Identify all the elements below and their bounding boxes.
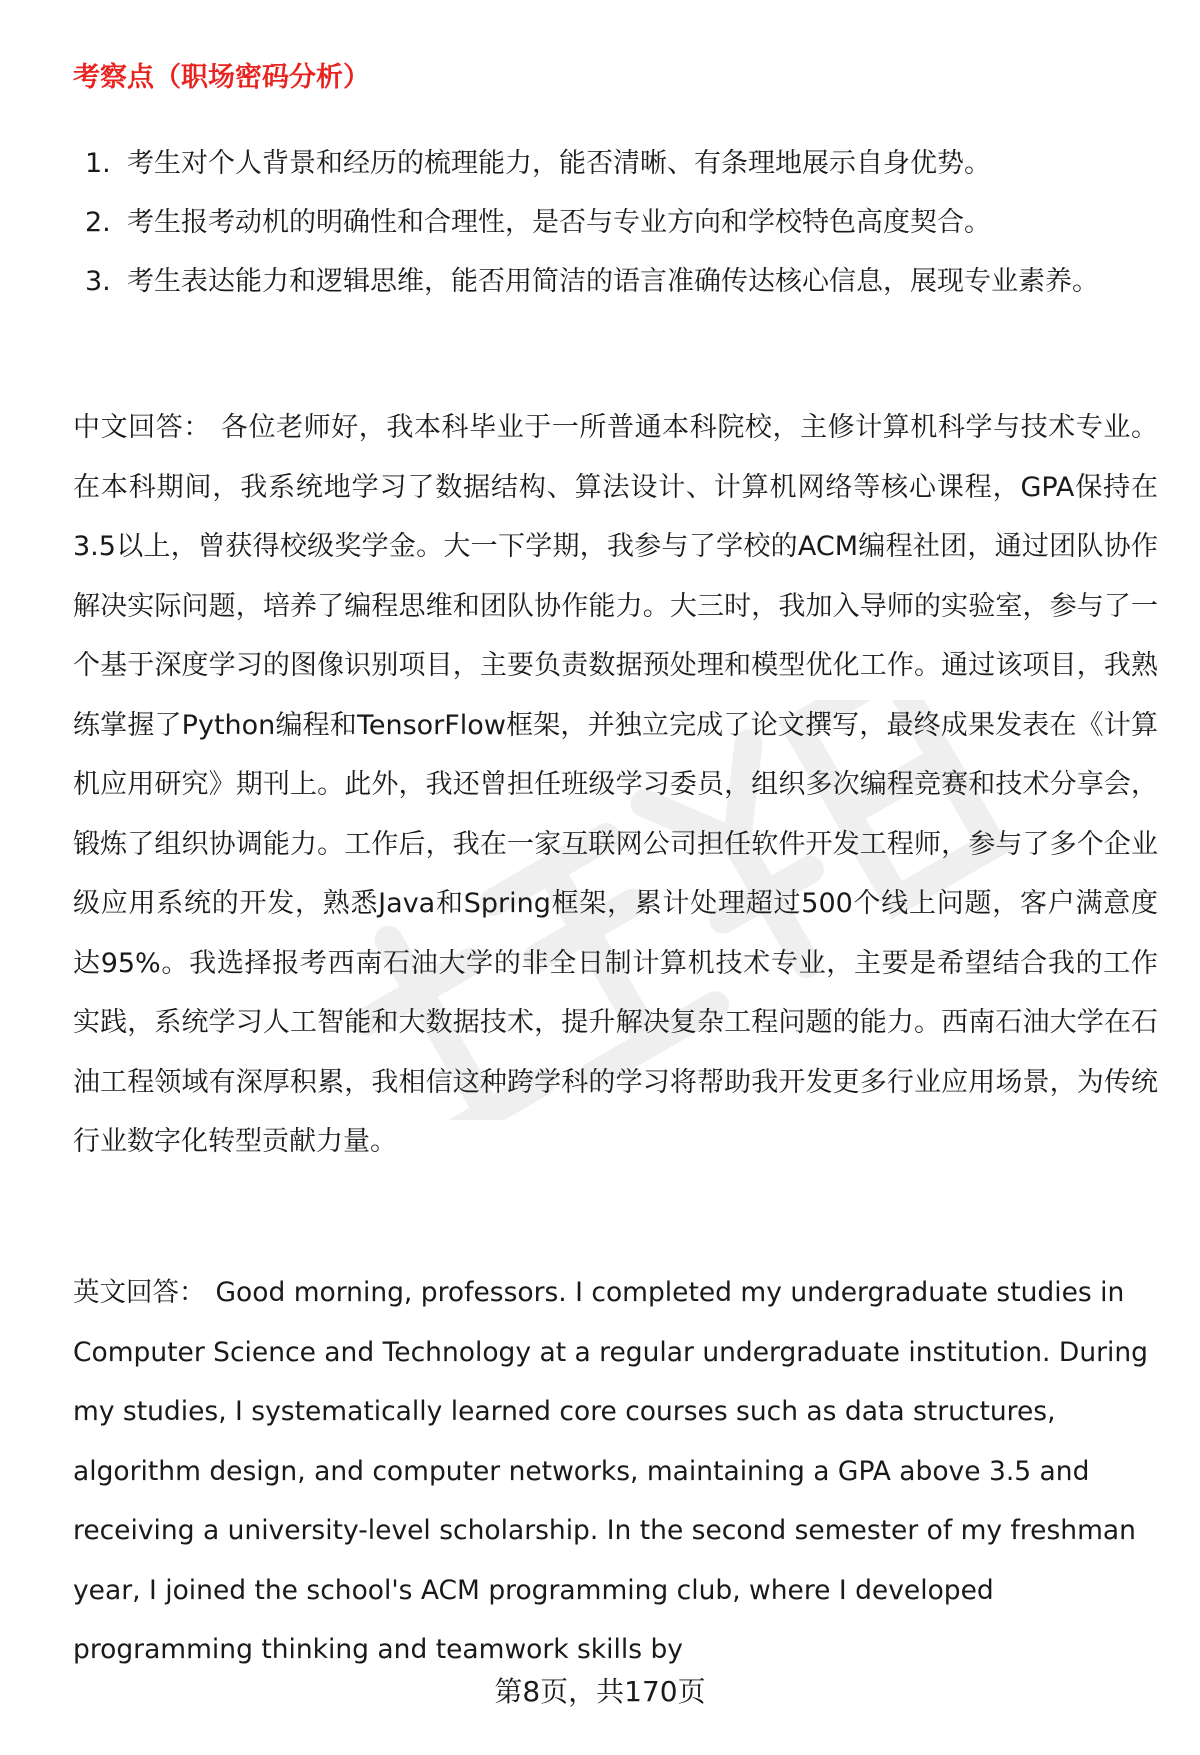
list-item xyxy=(73,252,1153,311)
chinese-answer-paragraph xyxy=(73,398,1158,1172)
section-heading: 考察点（职场密码分析） xyxy=(73,62,370,93)
list-item-text: 考生表达能力和逻辑思维，能否用简洁的语言准确传达核心信息，展现专业素养。 xyxy=(127,266,1099,297)
english-answer-label: 英文回答： xyxy=(73,1277,206,1308)
chinese-answer-label: 中文回答： xyxy=(73,412,211,443)
list-number: 3. xyxy=(85,266,111,297)
list-item xyxy=(73,193,1153,252)
assessment-point-list xyxy=(73,134,1153,311)
chinese-answer-text: 各位老师好，我本科毕业于一所普通本科院校，主修计算机科学与技术专业。在本科期间，我系统地学习了数据结构、算法设计、计算机网络等核心课程，GPA保持在3.5以上，曾获得校级奖学金。大一下学期，我参与了学校的ACM编程社团，通过团队协作解决实际问题，培养了编程思维和团队协作能力。大三时，我加入导师的实验室，参与了一个基于深度学习的图像识别项目，主要负责数据预处理和模型优化工作。通过该项目，我熟练掌握了Python编程和TensorFlow框架，并独立完成了论文撰写，最终成果发表在《计算机应用研究》期刊上。此外，我还曾担任班级学习委员，组织多次编程竞赛和技术分享会，锻炼了组织协调能力。工作后，我在一家互联网公司担任软件开发工程师，参与了多个企业级应用系统的开发，熟悉Java和Spring框架，累计处理超过500个线上问题，客户满意度达95%。我选择报考西南石油大学的非全日制计算机技术专业，主要是希望结合我的工作实践，系统学习人工智能和大数据技术，提升解决复杂工程问题的能力。西南石油大学在石油工程领域有深厚积累，我相信这种跨学科的学习将帮助我开发更多行业应用场景，为传统行业数字化转型贡献力量。 xyxy=(73,412,1159,1157)
list-number: 2. xyxy=(85,207,111,238)
english-answer-paragraph xyxy=(73,1263,1158,1680)
list-item-text: 考生对个人背景和经历的梳理能力，能否清晰、有条理地展示自身优势。 xyxy=(127,148,991,179)
list-number: 1. xyxy=(85,148,111,179)
english-answer-text: Good morning, professors. I completed my undergraduate studies in Computer Science and Technology at a regular undergraduate institution. During my studies, I systematically learned core courses such as data structures, algorithm design, and computer networks, maintaining a GPA above 3.5 and receiving a university-level scholarship. In the second semester of my freshman year, I joined the school's ACM programming club, where I developed programming thinking and teamwork skills by xyxy=(73,1277,1148,1665)
page-number-footer: 第8页，共170页 xyxy=(494,1675,706,1708)
list-item xyxy=(73,134,1153,193)
list-item-text: 考生报考动机的明确性和合理性，是否与专业方向和学校特色高度契合。 xyxy=(127,207,991,238)
